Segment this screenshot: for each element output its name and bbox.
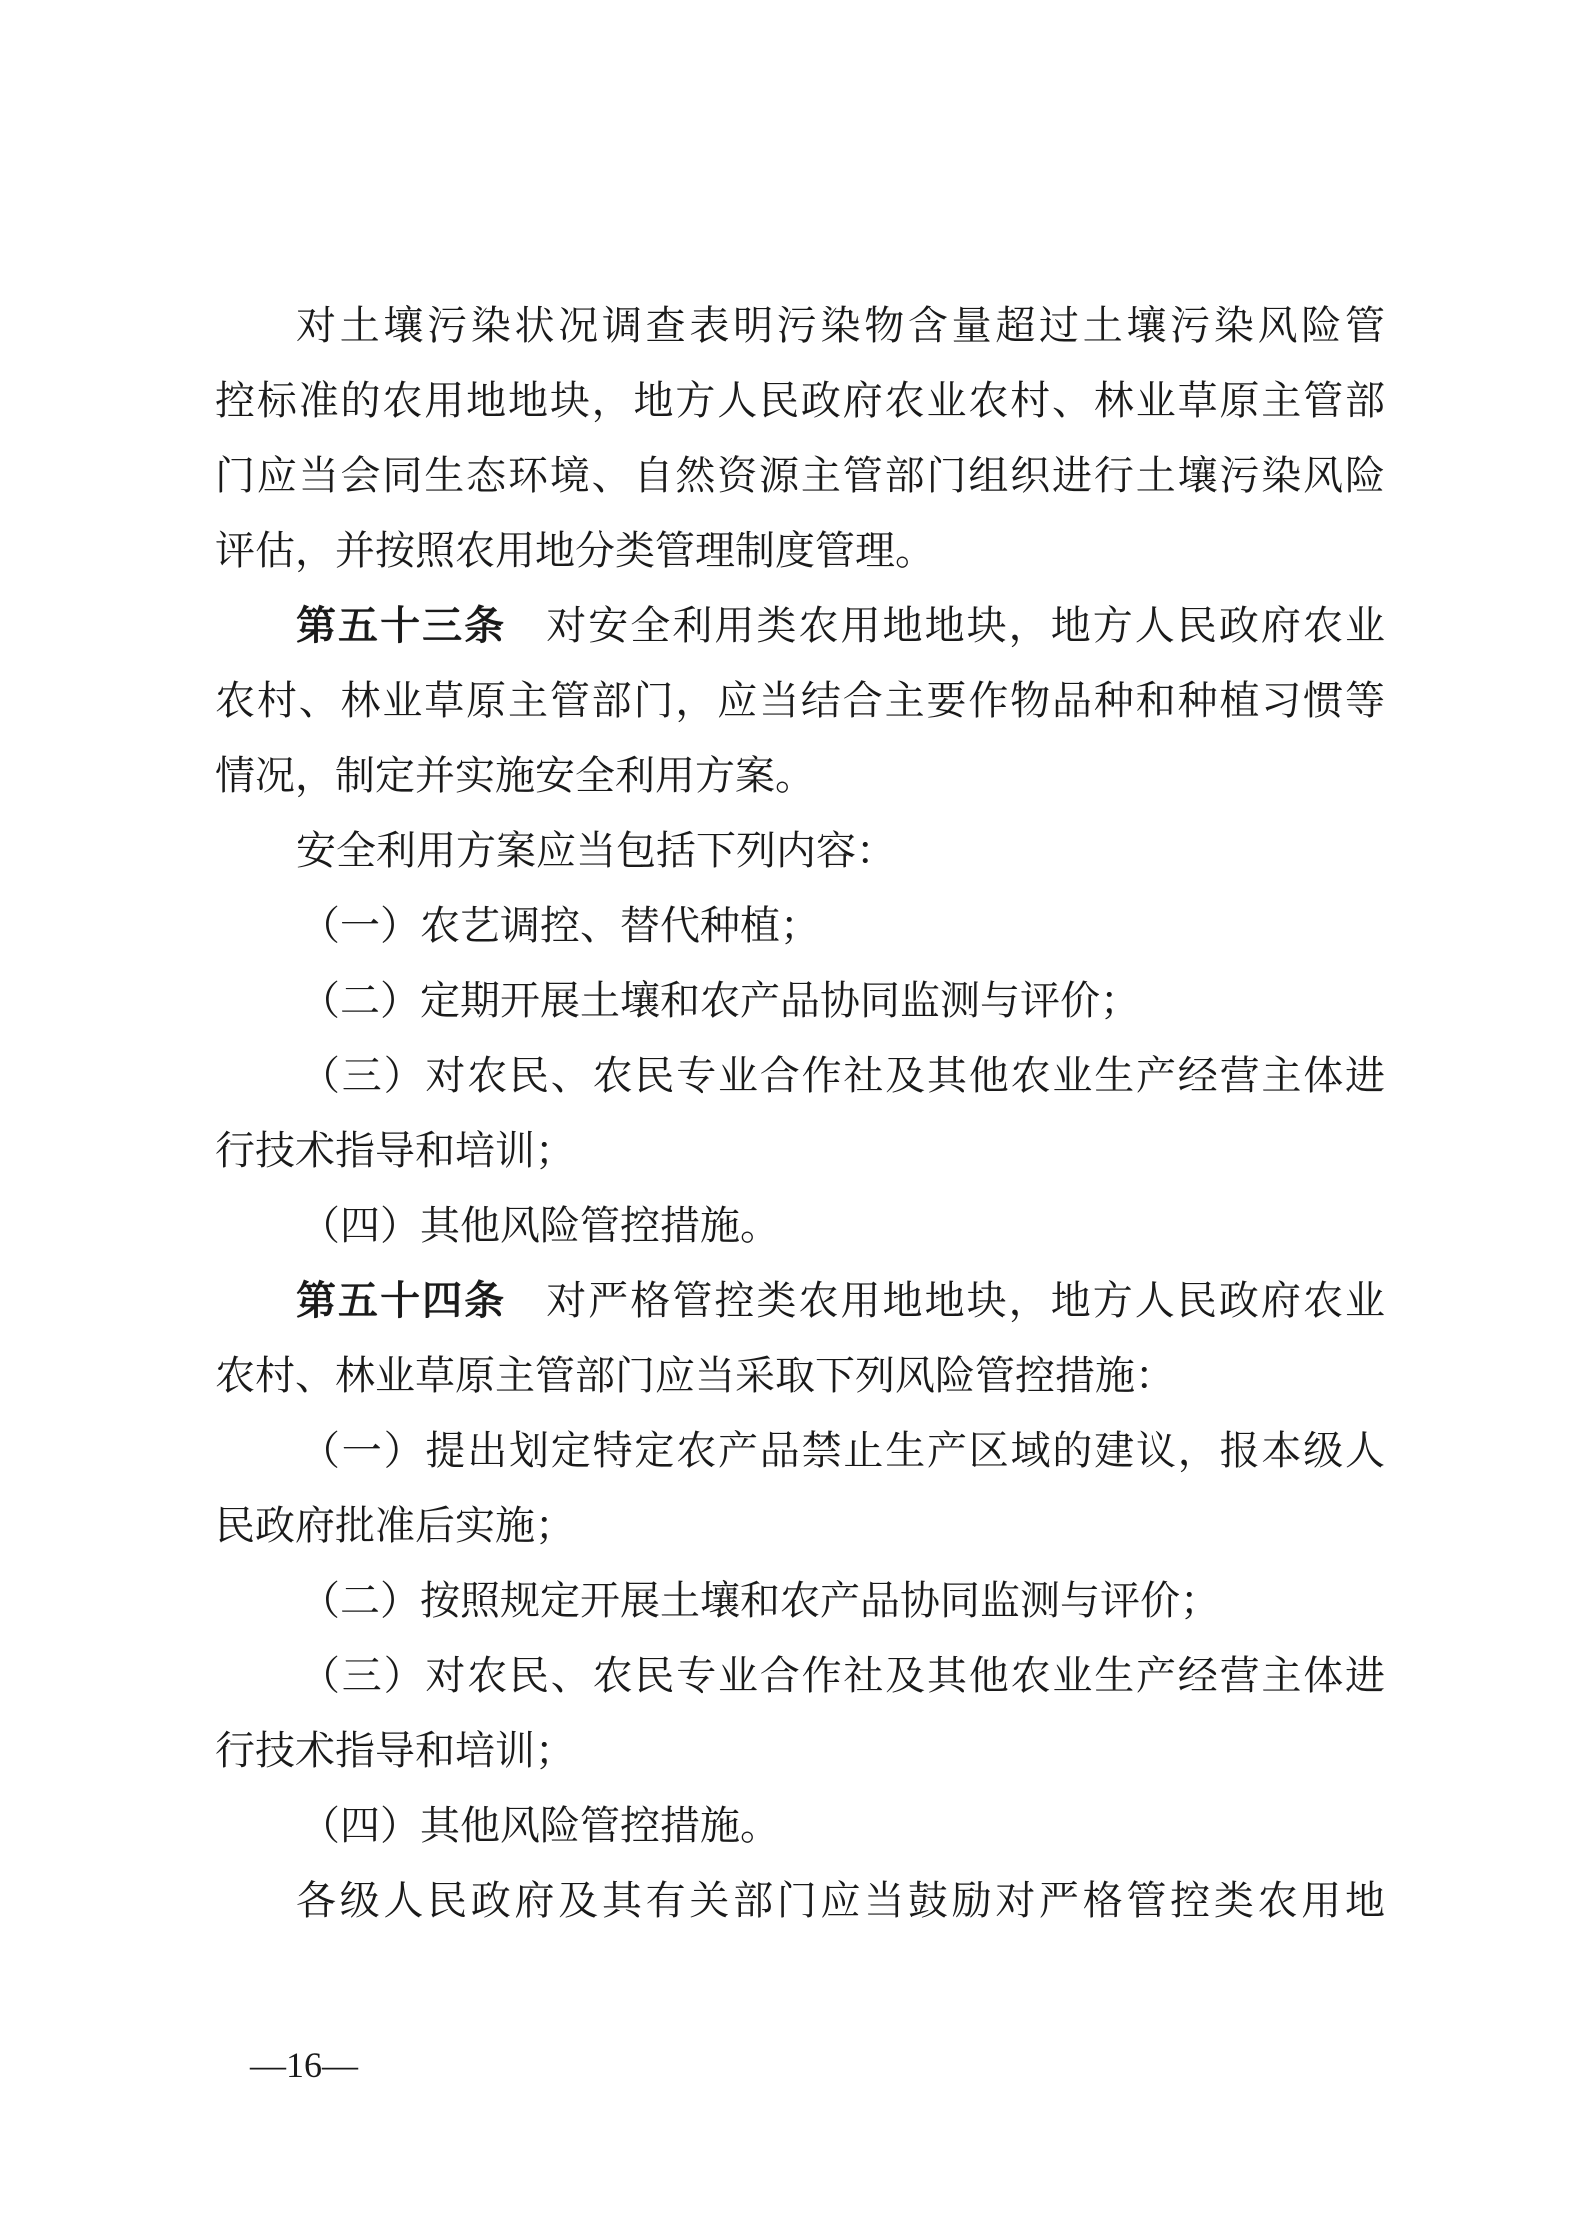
article-heading: 第五十四条 [296, 1278, 507, 1324]
article-54-line [296, 1271, 1385, 1331]
text-line: 农村、林业草原主管部门，应当结合主要作物品种和种植习惯等 [215, 678, 1385, 724]
text-line: 农村、林业草原主管部门应当采取下列风险管控措施： [215, 1353, 1175, 1399]
text-line: 对土壤污染状况调查表明污染物含量超过土壤污染风险管 [296, 303, 1385, 349]
list-item: （四）其他风险管控措施。 [300, 1203, 780, 1249]
list-item: （二）按照规定开展土壤和农产品协同监测与评价； [300, 1578, 1220, 1624]
list-item: （一）提出划定特定农产品禁止生产区域的建议，报本级人 [300, 1428, 1385, 1474]
text-line: 各级人民政府及其有关部门应当鼓励对严格管控类农用地 [296, 1878, 1385, 1924]
text-line: 安全利用方案应当包括下列内容： [296, 828, 896, 874]
list-item: （一）农艺调控、替代种植； [300, 903, 820, 949]
text-line: 情况，制定并实施安全利用方案。 [215, 753, 815, 799]
list-item: （二）定期开展土壤和农产品协同监测与评价； [300, 978, 1140, 1024]
text-line: 评估，并按照农用地分类管理制度管理。 [215, 528, 935, 574]
text-line: 控标准的农用地地块，地方人民政府农业农村、林业草原主管部 [215, 378, 1385, 424]
text-line: 门应当会同生态环境、自然资源主管部门组织进行土壤污染风险 [215, 453, 1385, 499]
list-item: （三）对农民、农民专业合作社及其他农业生产经营主体进 [300, 1053, 1385, 1099]
text-line: 行技术指导和培训； [215, 1128, 575, 1174]
text-line: 行技术指导和培训； [215, 1728, 575, 1774]
article-heading: 第五十三条 [296, 603, 507, 649]
article-53-line [296, 596, 1385, 656]
list-item: （三）对农民、农民专业合作社及其他农业生产经营主体进 [300, 1653, 1385, 1699]
article-text: 对严格管控类农用地地块，地方人民政府农业 [546, 1278, 1386, 1324]
list-item: （四）其他风险管控措施。 [300, 1803, 780, 1849]
article-text: 对安全利用类农用地地块，地方人民政府农业 [546, 603, 1386, 649]
page-number: —16— [250, 2045, 358, 2085]
text-line: 民政府批准后实施； [215, 1503, 575, 1549]
